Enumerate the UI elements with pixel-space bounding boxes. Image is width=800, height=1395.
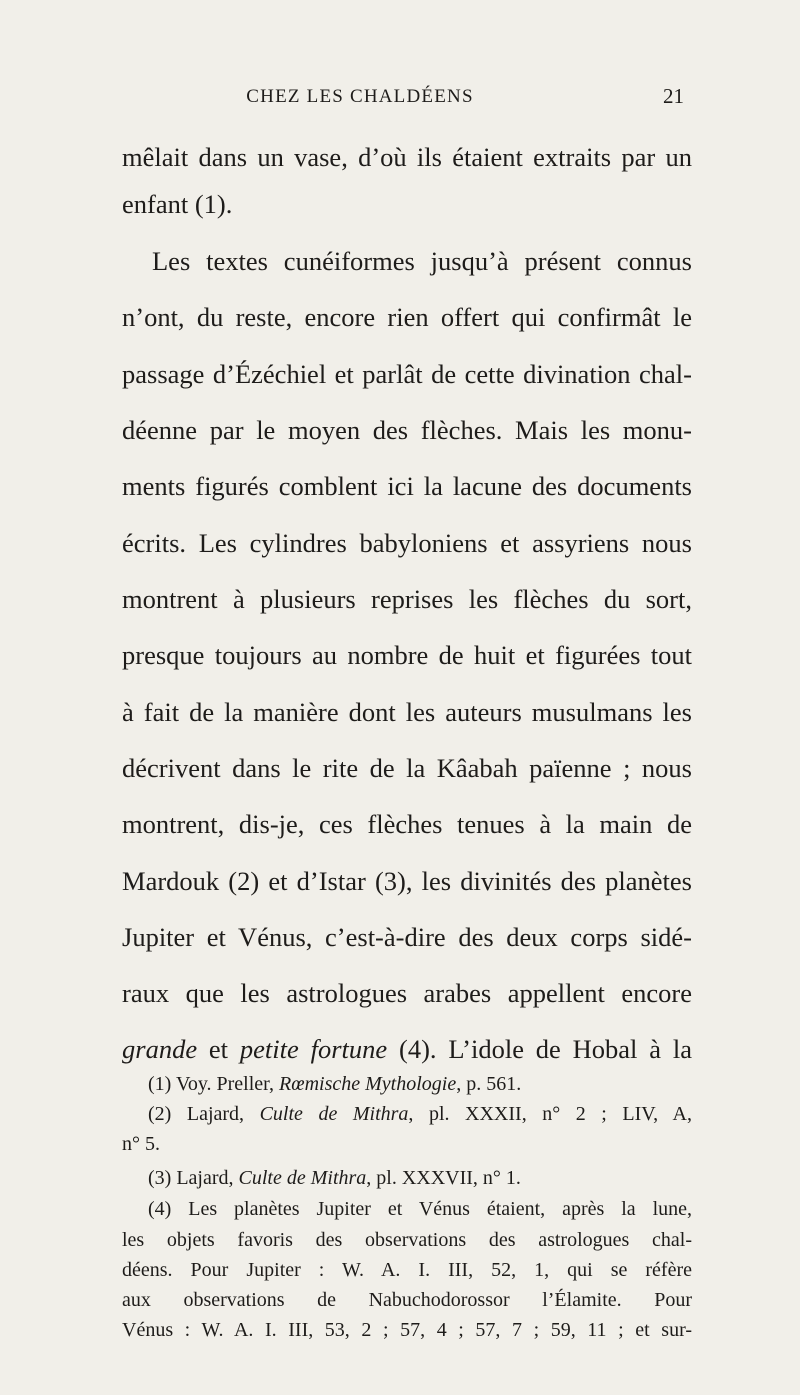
text-line: décrivent dans le rite de la Kâabah païenne ; nous xyxy=(122,753,692,783)
italic-term: grande xyxy=(122,1034,198,1064)
footnote-4-cont: aux observations de Nabuchodorossor l’Élamite. Pour xyxy=(122,1289,692,1311)
text-line: Les textes cunéiformes jusqu’à présent connus xyxy=(152,246,692,276)
running-head: CHEZ LES CHALDÉENS xyxy=(246,86,474,107)
footnote-4-cont: Vénus : W. A. I. III, 53, 2 ; 57, 4 ; 57, 7 ; 59, 11 ; et sur- xyxy=(122,1319,692,1341)
footnote-2: (2) Lajard, Culte de Mithra, pl. XXXII, n° 2 ; LIV, A, xyxy=(148,1103,693,1125)
footnote-4: (4) Les planètes Jupiter et Vénus étaient, après la lune, xyxy=(148,1198,692,1220)
text-line: ments figurés comblent ici la lacune des documents xyxy=(122,471,692,501)
footnote-3: (3) Lajard, Culte de Mithra, pl. XXXVII, n° 1. xyxy=(148,1167,521,1189)
footnote-2-cont: n° 5. xyxy=(122,1133,160,1155)
text-line: à fait de la manière dont les auteurs musulmans les xyxy=(122,697,692,727)
footnote-4-cont: déens. Pour Jupiter : W. A. I. III, 52, 1, qui se réfère xyxy=(122,1259,692,1281)
text-line: grande et petite fortune (4). L’idole de Hobal à la xyxy=(122,1034,692,1064)
page-number: 21 xyxy=(663,84,684,108)
footnote-1: (1) Voy. Preller, Rœmische Mythologie, p. 561. xyxy=(148,1073,522,1095)
text-line: Jupiter et Vénus, c’est-à-dire des deux corps sidé- xyxy=(122,922,692,952)
text-line: passage d’Ézéchiel et parlât de cette divination chal- xyxy=(122,359,692,389)
footnote-4-cont: les objets favoris des observations des astrologues chal- xyxy=(122,1229,692,1251)
text-line: montrent, dis-je, ces flèches tenues à la main de xyxy=(122,809,692,839)
text-line: Mardouk (2) et d’Istar (3), les divinités des planètes xyxy=(122,866,692,896)
text-line: presque toujours au nombre de huit et figurées tout xyxy=(122,640,692,670)
text-line: déenne par le moyen des flèches. Mais les monu- xyxy=(122,415,692,445)
text-line: raux que les astrologues arabes appellent encore xyxy=(122,978,692,1008)
text-line: montrent à plusieurs reprises les flèches du sort, xyxy=(122,584,692,614)
italic-term: petite fortune xyxy=(239,1034,388,1064)
text-line: n’ont, du reste, encore rien offert qui confirmât le xyxy=(122,302,692,332)
text-line: écrits. Les cylindres babyloniens et assyriens nous xyxy=(122,528,692,558)
text-line: mêlait dans un vase, d’où ils étaient extraits par un xyxy=(122,142,692,172)
page-header xyxy=(0,86,800,116)
text-line: enfant (1). xyxy=(122,189,233,219)
